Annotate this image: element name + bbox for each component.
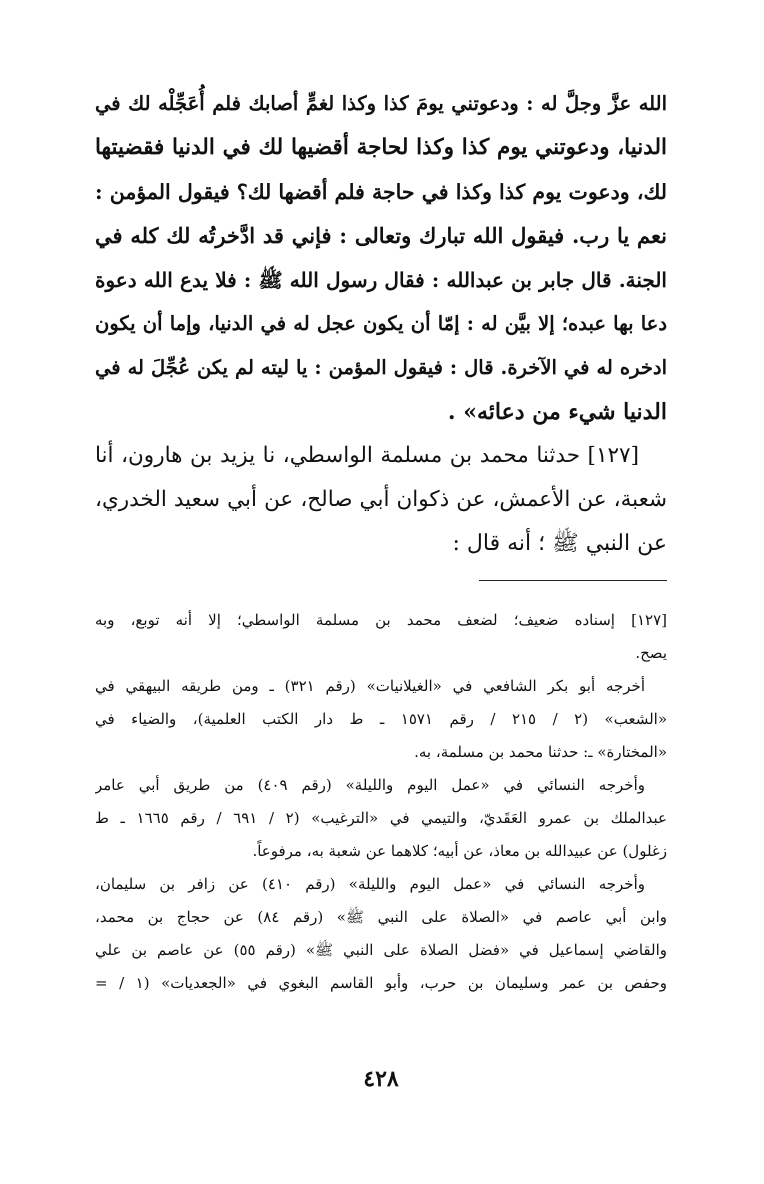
book-page	[95, 0, 667, 1184]
footnote-line: أخرجه أبو بكر الشافعي في «الغيلانيات» (رقم ٣٢١) ـ ومن طريقه البيهقي في	[95, 677, 646, 695]
main-text-line: نعم يا رب. فيقول الله تبارك وتعالى : فإني قد ادَّخرتُه لك كله في	[95, 223, 667, 248]
footnote-line: [١٢٧] إسناده ضعيف؛ لضعف محمد بن مسلمة الواسطي؛ إلا أنه توبع، وبه	[95, 611, 667, 629]
footnote-line: والقاضي إسماعيل في «فضل الصلاة على النبي ﷺ» (رقم ٥٥) عن عاصم بن علي	[95, 941, 667, 959]
main-text-line: الدنيا شيء من دعائه» .	[447, 399, 667, 425]
main-text-line: دعا بها عبده؛ إلا بيَّن له : إمّا أن يكون عجل له في الدنيا، وإما أن يكون	[95, 312, 667, 335]
footnote-separator	[479, 580, 667, 581]
footnote-line: وأخرجه النسائي في «عمل اليوم والليلة» (رقم ٤٠٩) من طريق أبي عامر	[95, 776, 645, 794]
main-text-line: لك، ودعوت يوم كذا وكذا في حاجة فلم أقضها لك؟ فيقول المؤمن :	[95, 180, 667, 204]
footnote-line: وحفص بن عمر وسليمان بن حرب، وأبو القاسم البغوي في «الجعديات» (١ / =	[95, 974, 667, 992]
hadith-isnad-line: [١٢٧] حدثنا محمد بن مسلمة الواسطي، نا يزيد بن هارون، أنا	[95, 443, 639, 468]
hadith-isnad-line: شعبة، عن الأعمش، عن ذكوان أبي صالح، عن أبي سعيد الخدري،	[95, 487, 667, 512]
footnote-line: وابن أبي عاصم في «الصلاة على النبي ﷺ» (رقم ٨٤) عن حجاج بن محمد،	[95, 908, 667, 926]
footnote-line: يصح.	[635, 644, 667, 662]
footnote-line: وأخرجه النسائي في «عمل اليوم والليلة» (رقم ٤١٠) عن زافر بن سليمان،	[95, 875, 645, 893]
footnote-line: «المختارة» ـ: حدثنا محمد بن مسلمة، به.	[414, 743, 667, 761]
main-text-line: الجنة. قال جابر بن عبدالله : فقال رسول الله ﷺ : فلا يدع الله دعوة	[95, 268, 667, 292]
main-text	[95, 82, 667, 566]
footnote-line: «الشعب» (٢ / ٢١٥ / رقم ١٥٧١ ـ ط دار الكتب العلمية)، والضياء في	[95, 710, 667, 728]
main-text-line: ادخره له في الآخرة. قال : فيقول المؤمن : يا ليته لم يكن عُجِّلَ له في	[95, 356, 667, 379]
hadith-isnad-line: عن النبي ﷺ ؛ أنه قال :	[452, 531, 667, 556]
page-number: ٤٢٨	[363, 1066, 399, 1092]
main-text-line: الدنيا، ودعوتني يوم كذا وكذا لحاجة أقضيها لك في الدنيا فقضيتها	[95, 135, 667, 160]
main-text-line: الله عزَّ وجلَّ له : ودعوتني يومَ كذا وكذا لغمٍّ أصابك فلم أُعَجِّلْه لك في	[95, 92, 667, 115]
footnote-line: زغلول) عن عبيدالله بن معاذ، عن أبيه؛ كلاهما عن شعبة به، مرفوعاً.	[252, 842, 667, 860]
footnote-line: عبدالملك بن عمرو العَقَديّ، والتيمي في «الترغيب» (٢ / ٦٩١ / رقم ١٦٦٥ ـ ط	[95, 809, 667, 827]
footnotes	[95, 604, 667, 1000]
